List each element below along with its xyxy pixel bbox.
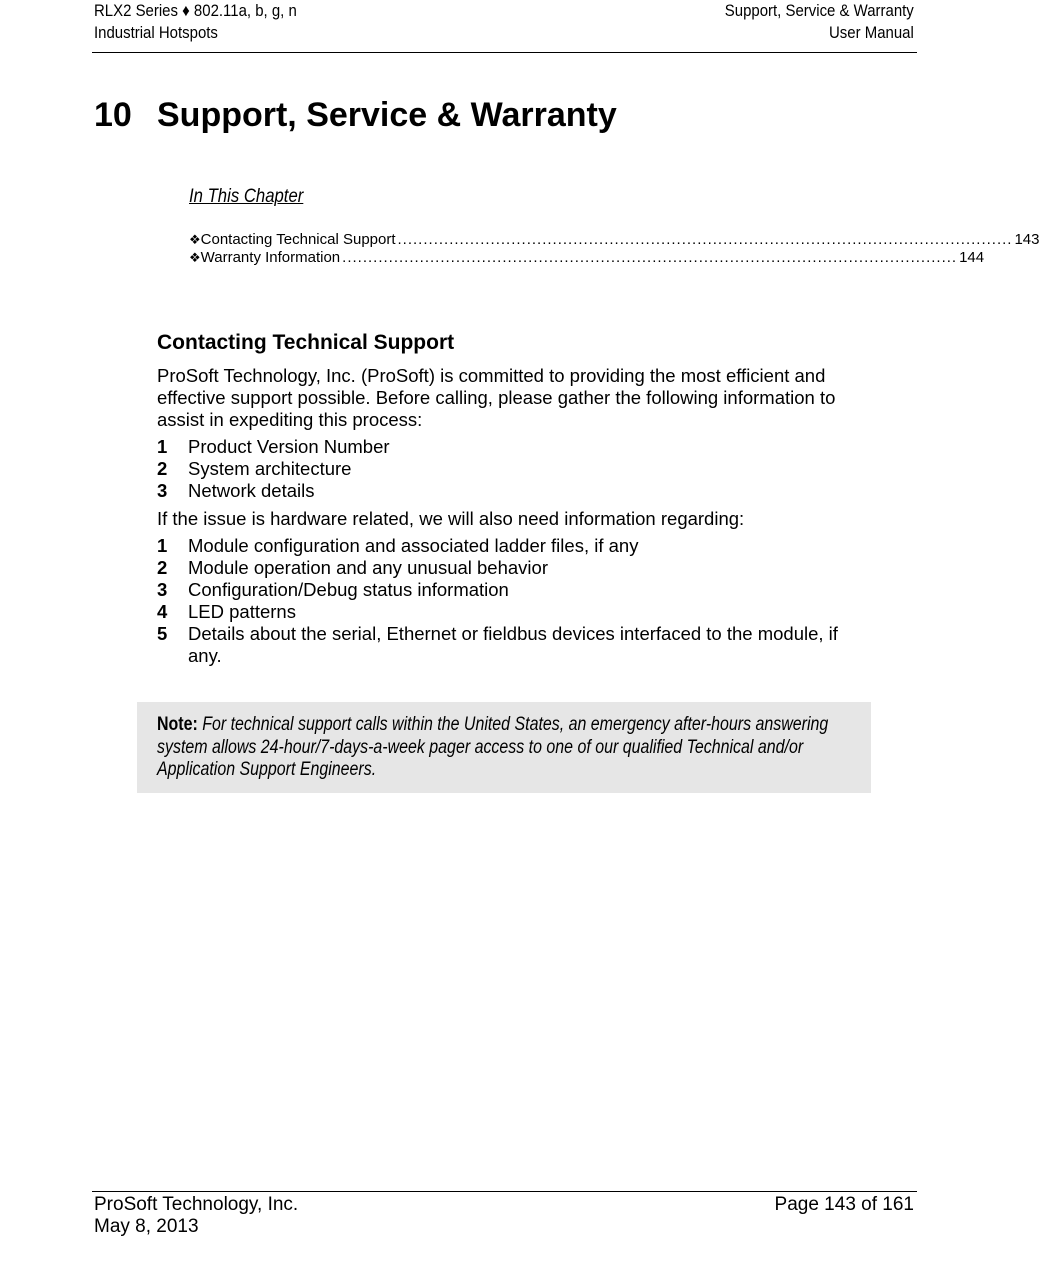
list-item — [157, 480, 857, 502]
page-footer-left — [94, 1194, 298, 1238]
footer-rule — [92, 1191, 917, 1192]
list-item-text: Module operation and any unusual behavior — [188, 557, 548, 578]
header-product-subtitle: Industrial Hotspots — [94, 23, 218, 42]
chapter-number: 10 — [94, 96, 132, 134]
toc-item-page: 143 — [1014, 231, 1039, 248]
gather-info-list — [157, 436, 857, 502]
footer-date: May 8, 2013 — [94, 1216, 199, 1237]
list-item-text: Details about the serial, Ethernet or fieldbus devices interfaced to the module, if any. — [188, 623, 838, 666]
toc-item-label: Warranty Information — [200, 249, 341, 266]
list-item-number: 4 — [157, 601, 168, 622]
list-item-text: System architecture — [188, 458, 352, 479]
list-item-number: 2 — [157, 458, 168, 479]
list-item-text: Configuration/Debug status information — [188, 579, 509, 600]
diamond-bullet-icon: ❖ — [189, 250, 201, 265]
list-item-number: 2 — [157, 557, 168, 578]
page-footer-right — [775, 1194, 914, 1216]
toc-dot-leader: ....................................................................................................................... — [397, 231, 1013, 248]
hardware-info-list — [157, 535, 857, 667]
header-document-type: User Manual — [829, 23, 914, 42]
toc-item[interactable] — [189, 249, 985, 267]
section-title: Contacting Technical Support — [157, 331, 455, 354]
footer-company: ProSoft Technology, Inc. — [94, 1194, 299, 1215]
header-section-name: Support, Service & Warranty — [724, 1, 914, 20]
list-item-number: 5 — [157, 623, 168, 644]
header-product-line: RLX2 Series ♦ 802.11a, b, g, n — [94, 1, 297, 20]
toc-heading: In This Chapter — [189, 186, 304, 207]
list-item — [157, 436, 857, 458]
list-item-number: 1 — [157, 535, 168, 556]
list-item-text: Product Version Number — [188, 436, 390, 457]
list-item-number: 3 — [157, 579, 168, 600]
hardware-intro-paragraph: If the issue is hardware related, we will also need information regarding: — [157, 508, 745, 529]
toc-dot-leader: ....................................................................................................................... — [342, 249, 958, 266]
section-intro-paragraph: ProSoft Technology, Inc. (ProSoft) is committed to providing the most efficient and effective support possible. Before calling, please gather the following information to assist in expediting this process: — [157, 365, 836, 430]
list-item — [157, 623, 857, 667]
list-item — [157, 557, 857, 579]
list-item-number: 3 — [157, 480, 168, 501]
diamond-bullet-icon: ❖ — [189, 232, 201, 247]
toc-item[interactable] — [189, 231, 1039, 249]
list-item — [157, 535, 857, 557]
note-label: Note: — [157, 714, 198, 735]
toc-item-label: Contacting Technical Support — [200, 231, 396, 248]
list-item-number: 1 — [157, 436, 168, 457]
chapter-title — [94, 94, 617, 136]
list-item — [157, 601, 857, 623]
page-header-left — [94, 0, 297, 44]
list-item — [157, 458, 857, 480]
list-item-text: Network details — [188, 480, 315, 501]
header-rule — [92, 52, 917, 53]
list-item-text: Module configuration and associated ladder files, if any — [188, 535, 639, 556]
note-text — [157, 714, 829, 782]
note-box — [137, 702, 871, 793]
chapter-title-text: Support, Service & Warranty — [157, 96, 617, 134]
page-header-right — [725, 0, 914, 44]
list-item-text: LED patterns — [188, 601, 296, 622]
footer-page-number: Page 143 of 161 — [774, 1194, 914, 1215]
toc-item-page: 144 — [959, 249, 985, 266]
list-item — [157, 579, 857, 601]
note-body: For technical support calls within the United States, an emergency after-hours answering system allows 24-hour/7-days-a-week pager access to one of our qualified Technical and/or Application Support Engineers. — [157, 714, 829, 780]
